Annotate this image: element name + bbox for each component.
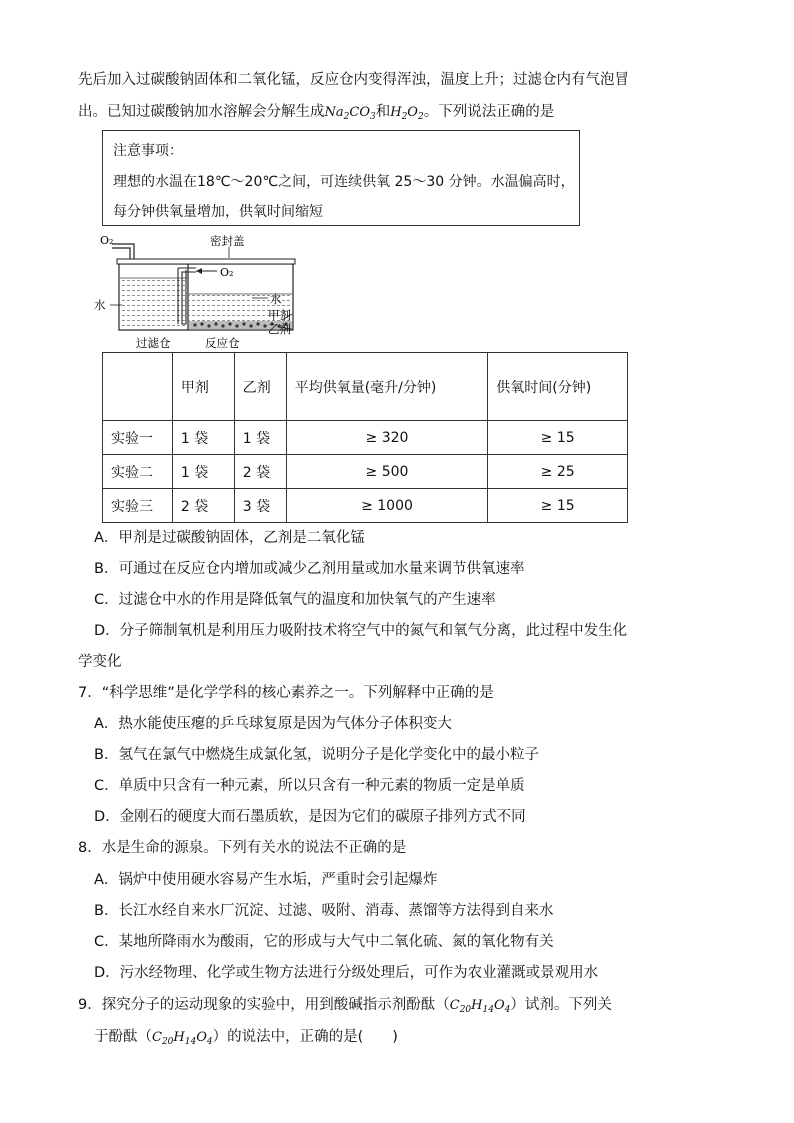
q7-option-b: B．氢气在氯气中燃烧生成氯化氢，说明分子是化学变化中的最小粒子 [94,747,539,763]
intro-line-1: 先后加入过碳酸钠固体和二氧化锰，反应仓内变得浑浊，温度上升；过滤仓内有气泡冒 [78,72,629,88]
q9-stem-part-a: 9．探究分子的运动现象的实验中，用到酸碱指示剂酚酞（ [78,997,450,1013]
intro-line-2-suffix: 。下列说法正确的是 [423,104,555,120]
label-water-left: 水 [94,298,106,312]
table-cell: 2 袋 [234,455,286,489]
table-header-cell: 甲剂 [172,353,234,421]
intro-line-2 [78,102,554,127]
table-cell: 1 袋 [234,421,286,455]
table-cell: 3 袋 [234,489,286,523]
q8-option-c: C．某地所降雨水为酸雨，它的形成与大气中二氧化硫、氮的氧化物有关 [94,934,554,950]
q8-option-b: B．长江水经自来水厂沉淀、过滤、吸附、消毒、蒸馏等方法得到自来水 [94,903,554,919]
q7-option-d: D．金刚石的硬度大而石墨质软，是因为它们的碳原子排列方式不同 [94,809,526,825]
label-agent-b: 乙剂 [268,322,291,336]
q9-stem-line-1 [78,995,612,1020]
label-o2-outlet: O₂ [100,234,114,247]
table-cell: 实验二 [103,455,173,489]
q8-option-d: D．污水经物理、化学或生物方法进行分级处理后，可作为农业灌溉或景观用水 [94,965,599,981]
table-cell: 实验一 [103,421,173,455]
q7-option-a: A．热水能使压瘪的乒乓球复原是因为气体分子体积变大 [94,716,452,732]
table-cell: ≥ 500 [286,455,488,489]
label-reaction-chamber: 反应仓 [205,336,240,350]
table-cell: ≥ 1000 [286,489,488,523]
and-text: 和 [375,104,391,120]
label-filter-chamber: 过滤仓 [136,336,171,350]
q7-option-c: C．单质中只含有一种元素，所以只含有一种元素的物质一定是单质 [94,778,525,794]
formula-h2o2: $H_2O_2$ [390,105,424,122]
table-cell: ≥ 25 [488,455,628,489]
intro-line-2-prefix: 出。已知过碳酸钠加水溶解会分解生成 [78,104,325,120]
q8-stem: 8．水是生命的源泉。下列有关水的说法不正确的是 [78,840,407,856]
q6-option-d-cont: 学变化 [78,654,122,670]
q8-option-a: A．锅炉中使用硬水容易产生水垢，严重时会引起爆炸 [94,872,438,888]
table-header-cell: 平均供氧量(毫升/分钟) [286,353,488,421]
table-cell: ≥ 15 [488,421,628,455]
table-cell: 1 袋 [172,421,234,455]
table-cell: 1 袋 [172,455,234,489]
label-water-right: 水 [270,292,282,306]
table-header-cell: 乙剂 [234,353,286,421]
q7-stem: 7．“科学思维”是化学学科的核心素养之一。下列解释中正确的是 [78,685,494,701]
notice-title: 注意事项： [113,143,183,159]
table-row [103,421,628,455]
label-lid: 密封盖 [210,234,245,248]
experiment-table [102,352,628,523]
q6-option-d: D．分子筛制氧机是利用压力吸附技术将空气中的氮气和氧气分离，此过程中发生化 [94,623,628,639]
table-header-cell: 供氧时间(分钟) [488,353,628,421]
table-cell: ≥ 15 [488,489,628,523]
q6-option-c: C．过滤仓中水的作用是降低氧气的温度和加快氧气的产生速率 [94,592,496,608]
label-agent-a: 甲剂 [268,308,291,322]
table-cell: 2 袋 [172,489,234,523]
q6-option-a: A．甲剂是过碳酸钠固体，乙剂是二氧化锰 [94,530,365,546]
table-row [103,489,628,523]
formula-phenolphthalein-2: $C_{20}H_{14}O_4$ [152,1030,213,1047]
table-cell: 实验三 [103,489,173,523]
oxygen-generator-diagram [92,228,312,352]
table-header-row [103,353,628,421]
table-header-cell [103,353,173,421]
q9-stem-part-b: ）试剂。下列关 [510,997,612,1013]
notice-line-1: 理想的水温在18℃～20℃之间，可连续供氧 25～30 分钟。水温偏高时， [113,174,575,190]
label-o2-arrow: O₂ [220,266,234,279]
notice-line-2: 每分钟供氧量增加，供氧时间缩短 [113,204,323,220]
q9-line2-part-b: ）的说法中，正确的是( ) [212,1029,398,1045]
table-row [103,455,628,489]
q9-stem-line-2 [94,1027,398,1052]
table-cell: ≥ 320 [286,421,488,455]
formula-phenolphthalein: $C_{20}H_{14}O_4$ [449,998,511,1015]
q9-line2-part-a: 于酚酞（ [94,1029,152,1045]
q6-option-b: B．可通过在反应仓内增加或减少乙剂用量或加水量来调节供氧速率 [94,561,525,577]
notice-box [102,130,580,226]
formula-na2co3: $Na_2CO_3$ [324,105,376,122]
